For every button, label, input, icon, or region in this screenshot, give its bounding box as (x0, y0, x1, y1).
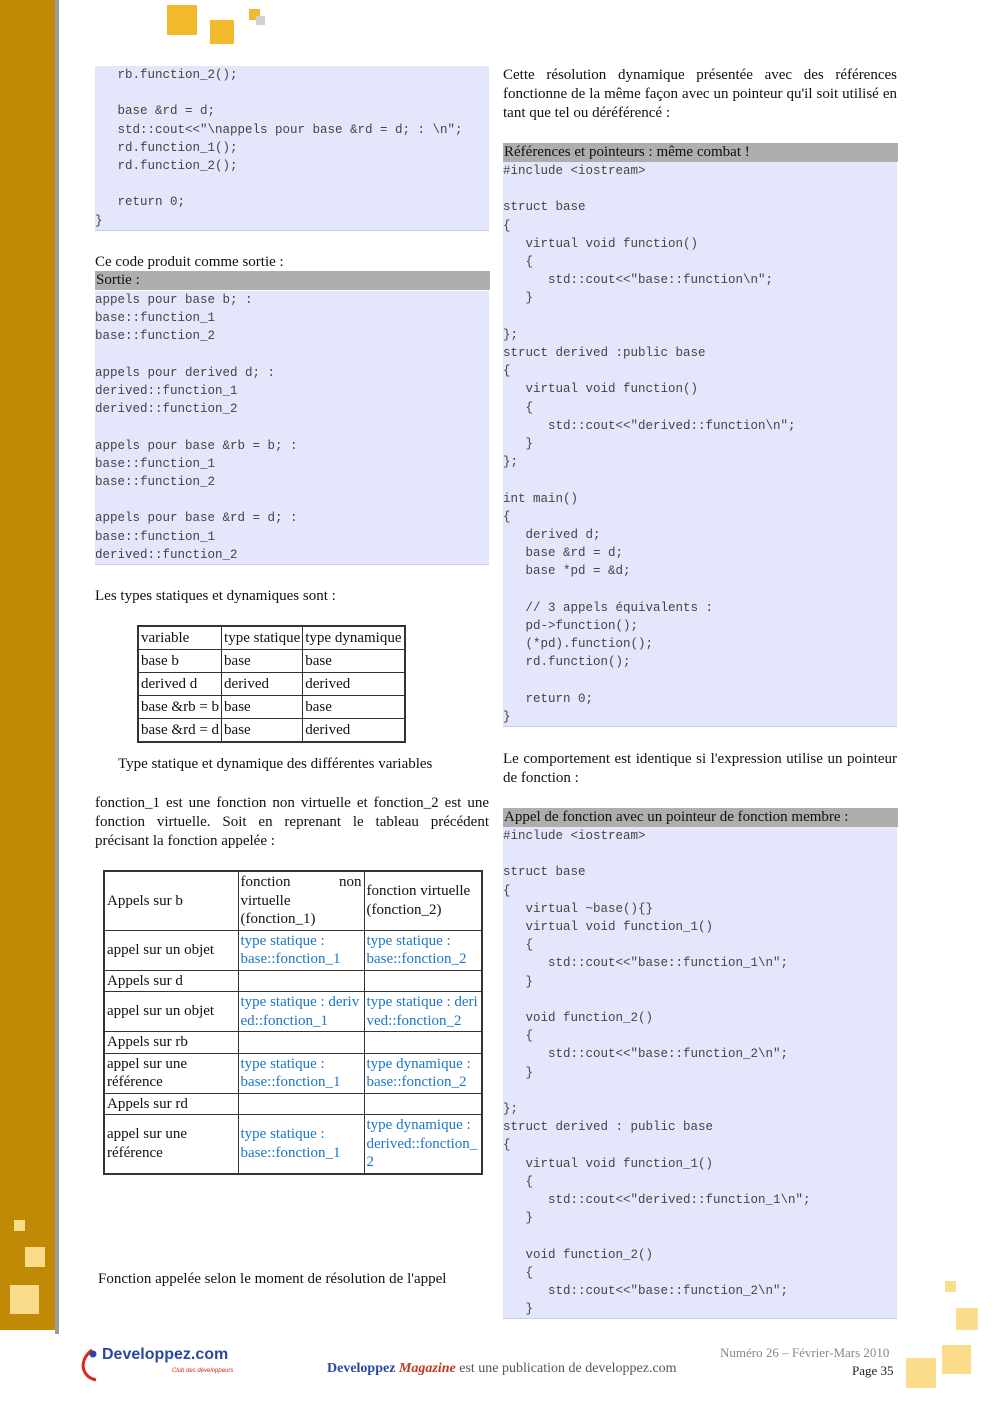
table-header-cell: variable (138, 626, 222, 650)
paragraph (503, 66, 897, 123)
table-header-cell: type dynamique (303, 626, 405, 650)
code-block-main-end: rb.function_2(); base &rd = d; std::cout<<"\nappels pour base &rd = d; : \n"; rd.function_1(); rd.function_2(); return 0; } (95, 66, 489, 231)
table-cell: appel sur un objet (104, 930, 238, 970)
decor-square (256, 16, 265, 25)
decor-square (906, 1358, 936, 1388)
table-cell: type statique : base::fonction_2 (364, 930, 482, 970)
sidebar-shadow (55, 0, 59, 1334)
table-row (104, 970, 482, 992)
table-cell: type dynamique : base::fonction_2 (364, 1053, 482, 1093)
table-cell (364, 1093, 482, 1115)
logo-swoosh-icon (78, 1348, 100, 1382)
table-cell: appel sur une référence (104, 1053, 238, 1093)
table-row (138, 673, 405, 696)
table-row (138, 626, 405, 650)
table-cell: type statique : base::fonction_1 (238, 1053, 364, 1093)
issue-number: Numéro 26 – Février-Mars 2010 (720, 1345, 890, 1360)
table-row (104, 1053, 482, 1093)
table-cell: base b (138, 650, 222, 673)
footer-tagline: est une publication de developpez.com (455, 1361, 677, 1376)
table-cell: base (303, 650, 405, 673)
table-cell: base (222, 719, 303, 743)
table-row (104, 1093, 482, 1115)
paragraph (95, 794, 489, 851)
table-cell (364, 970, 482, 992)
table-cell: base &rb = b (138, 696, 222, 719)
table-cell: type dynamique : derived::fonction_2 (364, 1115, 482, 1174)
output-intro: Ce code produit comme sortie : (95, 254, 284, 270)
table-cell: base (222, 696, 303, 719)
table-cell: appel sur une référence (104, 1115, 238, 1174)
decor-square (167, 5, 197, 35)
decor-square (210, 20, 234, 44)
table-cell: derived (303, 719, 405, 743)
table-caption: Fonction appelée selon le moment de résolution de l'appel (98, 1271, 447, 1287)
table-row (104, 930, 482, 970)
table-cell (238, 1032, 364, 1054)
function-call-table (103, 870, 483, 1175)
decor-square (942, 1345, 971, 1374)
code-title: Références et pointeurs : même combat ! (503, 143, 898, 162)
decorative-sidebar (0, 0, 55, 1330)
table-cell: fonction non virtuelle (fonction_1) (238, 871, 364, 930)
table-cell (364, 1032, 482, 1054)
paragraph-text: Le comportement est identique si l'expression utilise un pointeur de fonction : (503, 751, 897, 786)
table-cell: derived (222, 673, 303, 696)
page-number: Page 35 (852, 1363, 894, 1378)
code-block-member-pointer: #include <iostream> struct base { virtual ~base(){} virtual void function_1() { std::cout<<"base::function_1\n"; } void function_2() { std::cout<<"base::function_2\n"; } }; struct derived : public base { virtual void function_1() { std::cout<<"derived::function_1\n"; } void function_2() { std::cout<<"base::function_2\n"; } (503, 827, 897, 1319)
table-cell: fonction virtuelle (fonction_2) (364, 871, 482, 930)
paragraph (503, 750, 897, 788)
table-row (104, 1115, 482, 1174)
decor-square (14, 1220, 25, 1231)
table-cell: Appels sur b (104, 871, 238, 930)
types-intro: Les types statiques et dynamiques sont : (95, 588, 336, 604)
table-cell: type statique : derived::fonction_2 (364, 992, 482, 1032)
logo-subtitle: Club des développeurs (172, 1368, 234, 1374)
table-cell: Appels sur d (104, 970, 238, 992)
table-row (104, 871, 482, 930)
table-cell: derived (303, 673, 405, 696)
paragraph-text: Cette résolution dynamique présentée avec des références fonctionne de la même façon avec un pointeur qu'il soit utilisé en tant que tel ou déréférencé : (503, 67, 897, 121)
footer-brand: Developpez (327, 1361, 396, 1376)
table-row (138, 696, 405, 719)
table-row (138, 719, 405, 743)
table-cell: base (303, 696, 405, 719)
table-cell: derived d (138, 673, 222, 696)
decor-square (956, 1308, 978, 1330)
types-table (137, 625, 406, 743)
output-title: Sortie : (95, 271, 490, 290)
table-cell: Appels sur rb (104, 1032, 238, 1054)
table-caption: Type statique et dynamique des différentes variables (118, 756, 433, 772)
table-cell: type statique : base::fonction_1 (238, 1115, 364, 1174)
paragraph-text: fonction_1 est une fonction non virtuelle et fonction_2 est une fonction virtuelle. Soit en reprenant le tableau précédent précisant la fonction appelée : (95, 795, 489, 849)
table-cell: Appels sur rd (104, 1093, 238, 1115)
footer-brand-magazine: Magazine (398, 1361, 456, 1376)
table-row (138, 650, 405, 673)
table-cell: type statique : derived::fonction_1 (238, 992, 364, 1032)
decor-square (10, 1285, 39, 1314)
table-cell: type statique : base::fonction_1 (238, 930, 364, 970)
code-block-pointers: #include <iostream> struct base { virtual void function() { std::cout<<"base::function\n"; } }; struct derived :public base { virtual void function() { std::cout<<"derived::function\n"; } }; int main() { derived d; base &rd = d; base *pd = &d; // 3 appels équivalents : pd->function(); (*pd).function(); rd.function(); return 0; } (503, 162, 897, 727)
table-cell (238, 1093, 364, 1115)
footer-publication (327, 1361, 677, 1377)
code-title: Appel de fonction avec un pointeur de fonction membre : (503, 808, 898, 827)
table-cell: base (222, 650, 303, 673)
decor-square (945, 1281, 956, 1292)
table-cell (238, 970, 364, 992)
table-cell: appel sur un objet (104, 992, 238, 1032)
table-header-cell: type statique (222, 626, 303, 650)
logo-text: Developpez.com (102, 1346, 229, 1363)
table-row (104, 992, 482, 1032)
table-row (104, 1032, 482, 1054)
output-code-block: appels pour base b; : base::function_1 base::function_2 appels pour derived d; : derived::function_1 derived::function_2 appels pour base &rb = b; : base::function_1 base::function_2 appels pour base &rd = d; : base::function_1 derived::function_2 (95, 291, 489, 565)
table-cell: base &rd = d (138, 719, 222, 743)
decor-square (25, 1247, 45, 1267)
